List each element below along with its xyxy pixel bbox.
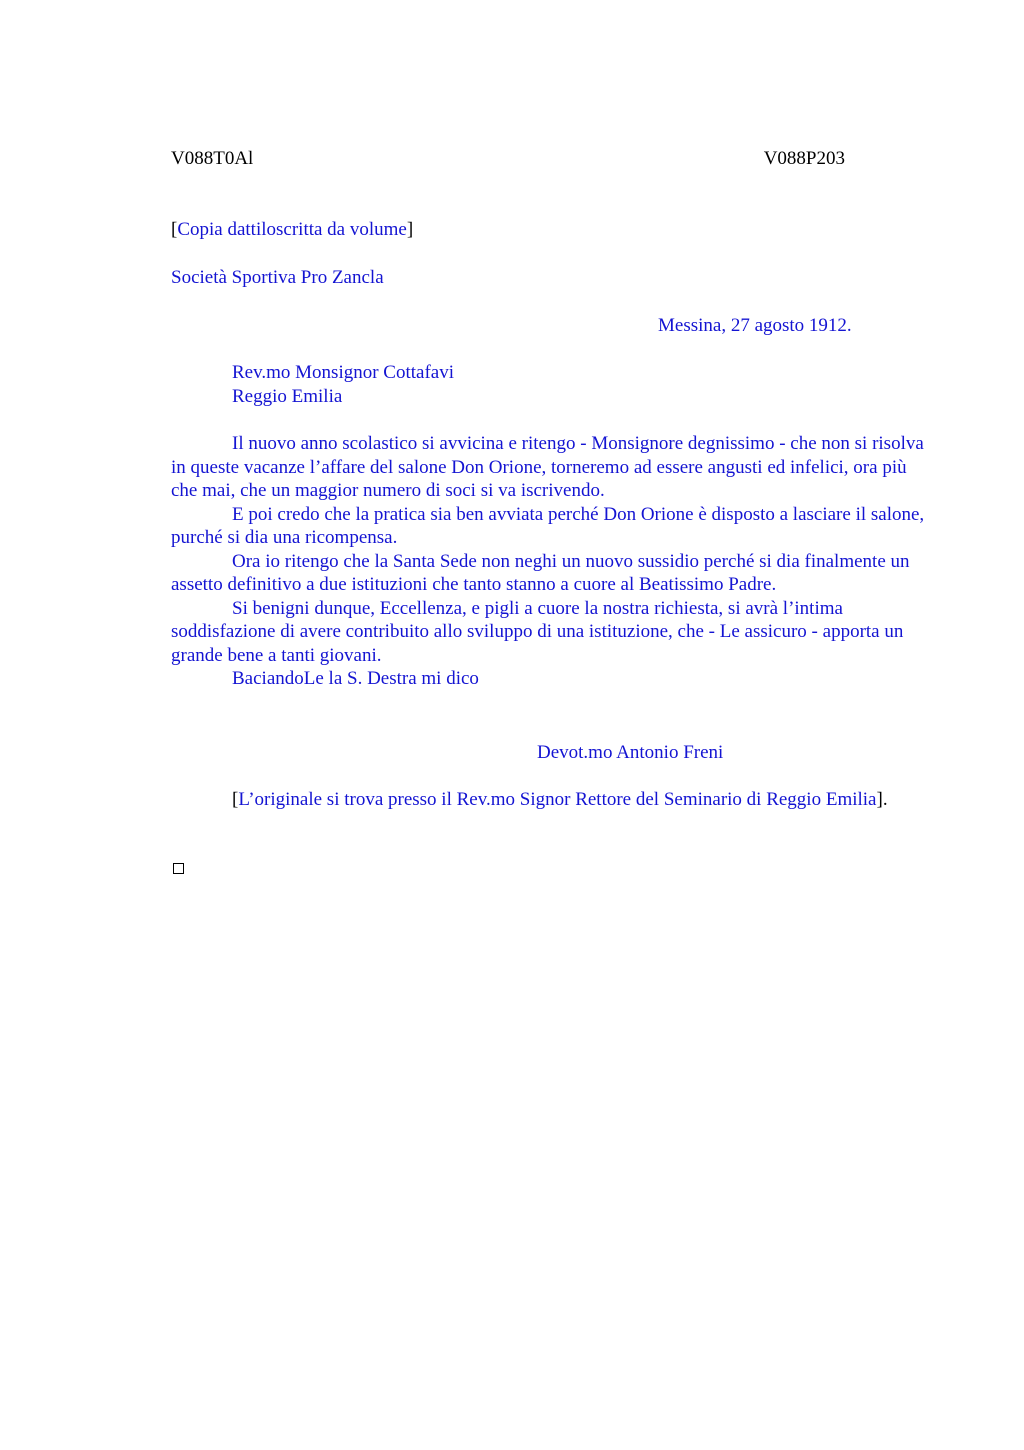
- recipient-name: Rev.mo Monsignor Cottafavi: [232, 362, 454, 383]
- body-paragraph: Ora io ritengo che la Santa Sede non neghi un nuovo sussidio perché si dia finalmente un assetto definitivo a due istituzioni che tanto stanno a cuore al Beatissimo Padre.: [171, 550, 910, 595]
- body-paragraph: Il nuovo anno scolastico si avvicina e ritengo - Monsignore degnissimo - che non si risolva in queste vacanze l’affare del salone Don Orione, torneremo ad essere angusti ed infelici, ora più che mai, che un maggior numero di soci si va iscrivendo.: [171, 433, 924, 501]
- footnote-close: ].: [876, 789, 888, 810]
- end-of-document-square-icon: [173, 863, 184, 874]
- sender-name: Società Sportiva Pro Zancla: [171, 267, 384, 288]
- body-paragraph: Si benigni dunque, Eccellenza, e pigli a cuore la nostra richiesta, si avrà l’intima soddisfazione di avere contribuito allo sviluppo di una istituzione, che - Le assicuro - apporta un grande bene a tanti giovani.: [171, 597, 904, 666]
- footnote-text: L’originale si trova presso il Rev.mo Signor Rettore del Seminario di Reggio Emilia: [238, 789, 877, 810]
- source-note: [171, 218, 413, 242]
- source-note-open-bracket: [: [171, 219, 178, 240]
- source-note-text: Copia dattiloscritta da volume: [177, 219, 407, 240]
- document-code-right: V088P203: [763, 148, 845, 169]
- signature: Devot.mo Antonio Freni: [537, 742, 724, 763]
- recipient-city: Reggio Emilia: [232, 386, 343, 407]
- letter-body: [171, 432, 931, 691]
- document-code-left: V088T0Al: [171, 148, 254, 169]
- closing-line: BaciandoLe la S. Destra mi dico: [232, 668, 479, 689]
- footnote: [171, 788, 931, 812]
- place-date: Messina, 27 agosto 1912.: [658, 315, 852, 336]
- page-header: [171, 147, 845, 171]
- body-paragraph: E poi credo che la pratica sia ben avviata perché Don Orione è disposto a lasciare il salone, purché si dia una ricompensa.: [171, 503, 925, 548]
- source-note-close-bracket: ]: [406, 219, 414, 240]
- footnote-open-bracket: [: [232, 789, 239, 810]
